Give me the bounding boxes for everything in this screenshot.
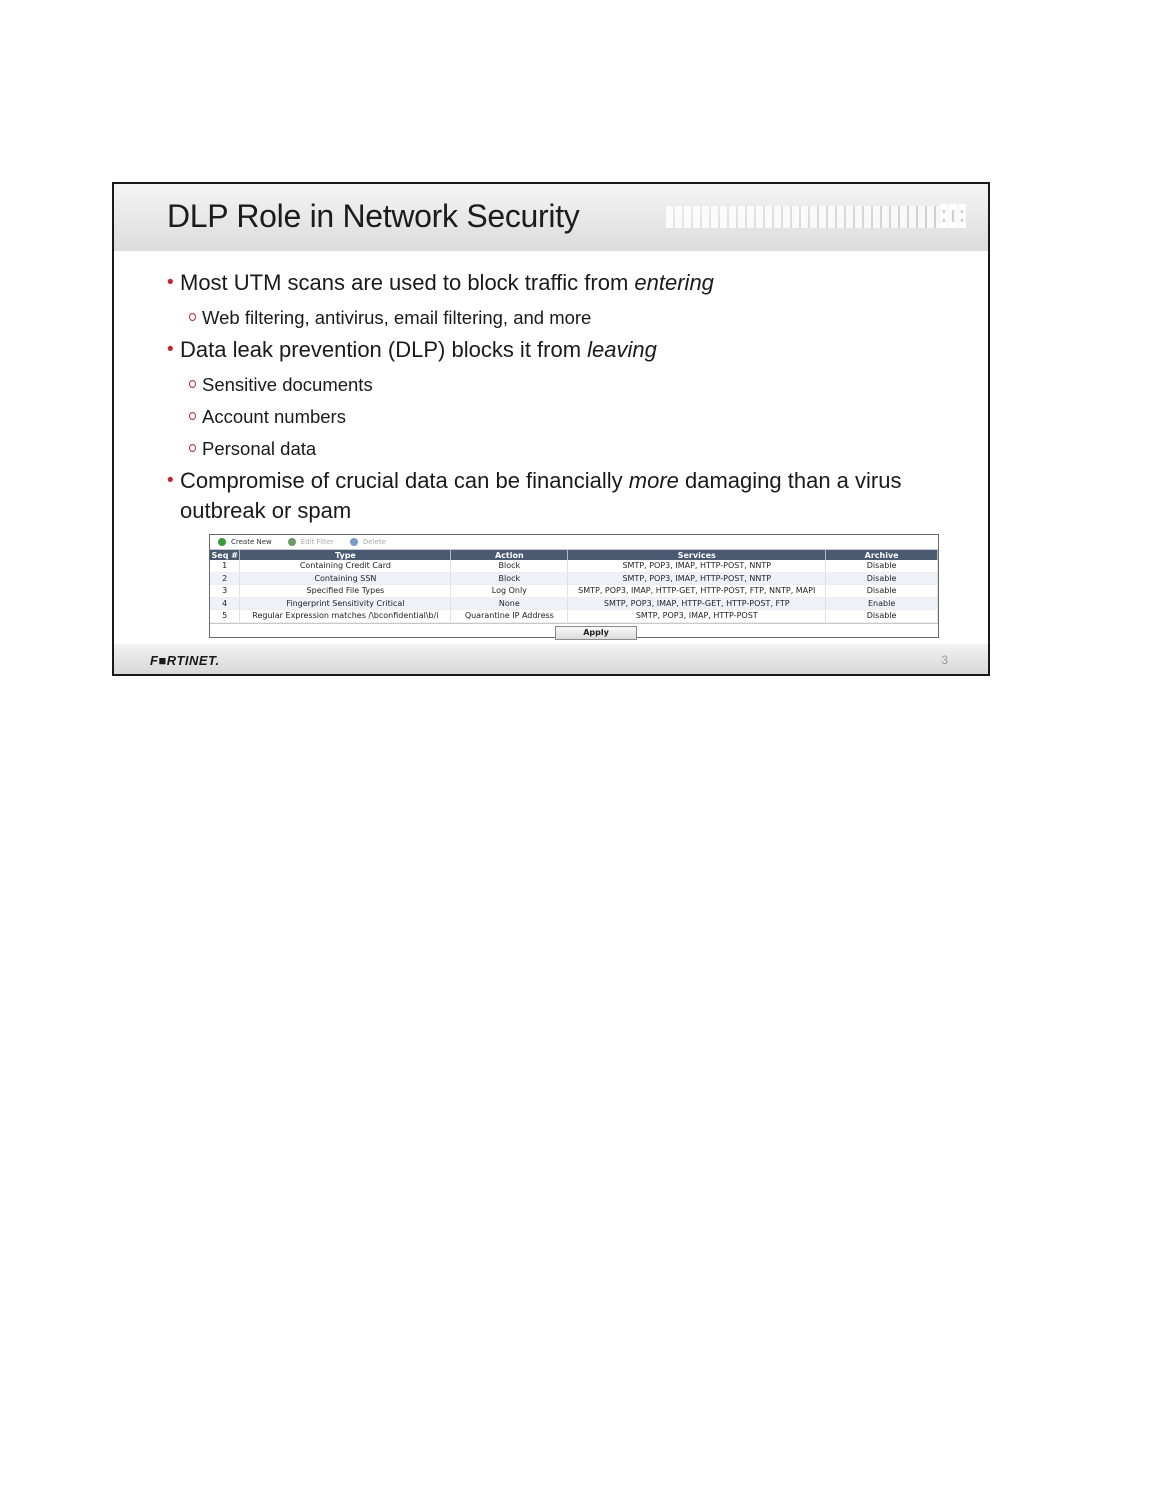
edit-icon (288, 538, 296, 546)
plus-icon (218, 538, 226, 546)
table-cell: 3 (210, 585, 240, 598)
edit-filter-button[interactable] (288, 538, 334, 546)
column-header[interactable]: Action (451, 550, 568, 560)
table-row[interactable] (210, 572, 938, 585)
bullet-list (167, 268, 948, 531)
table-row[interactable] (210, 560, 938, 572)
bullet-item (167, 466, 948, 526)
sub-bullet-ring-icon (189, 412, 196, 420)
table-cell: Containing SSN (240, 572, 451, 585)
bullet-text: entering (634, 270, 714, 295)
sub-bullet-item (167, 402, 948, 432)
table-cell: SMTP, POP3, IMAP, HTTP-POST, NNTP (568, 572, 826, 585)
slide (112, 182, 990, 676)
create-new-button[interactable] (218, 538, 272, 546)
table-cell: None (451, 597, 568, 610)
sub-bullet-text: Web filtering, antivirus, email filtering, and more (202, 307, 592, 328)
trash-icon (350, 538, 358, 546)
bullet-text: Data leak prevention (DLP) blocks it from (180, 337, 588, 362)
table-cell: Disable (826, 560, 938, 572)
slide-footer (114, 644, 988, 674)
sub-bullet-item (167, 303, 948, 333)
bullet-dot-icon: • (167, 339, 174, 360)
table-cell: 5 (210, 610, 240, 623)
bullet-text: Most UTM scans are used to block traffic from (180, 270, 635, 295)
sub-bullet-item (167, 370, 948, 400)
slide-title: DLP Role in Network Security (167, 198, 580, 234)
table-cell: SMTP, POP3, IMAP, HTTP-POST, NNTP (568, 560, 826, 572)
table-cell: Regular Expression matches /\bconfidential\b/i (240, 610, 451, 623)
column-header[interactable]: Services (568, 550, 826, 560)
bullet-text: damaging than a virus outbreak or spam (180, 468, 902, 523)
bullet-dot-icon: • (167, 470, 174, 491)
bullet-text: more (628, 468, 679, 493)
sub-bullet-ring-icon (189, 313, 196, 321)
table-cell: Disable (826, 585, 938, 598)
table-cell: 2 (210, 572, 240, 585)
table-cell: Quarantine IP Address (451, 610, 568, 623)
title-bar (114, 184, 988, 251)
bullet-item (167, 268, 948, 298)
apply-button[interactable]: Apply (555, 626, 637, 640)
sub-bullet-text: Account numbers (202, 406, 346, 427)
fortinet-logo-icon (940, 204, 966, 228)
sub-bullet-item (167, 434, 948, 464)
table-row[interactable] (210, 610, 938, 623)
decorative-dot-pattern (666, 206, 966, 228)
table-cell: Containing Credit Card (240, 560, 451, 572)
toolbar-label: Edit Filter (300, 538, 334, 546)
sub-bullet-text: Personal data (202, 438, 317, 459)
table-cell: Fingerprint Sensitivity Critical (240, 597, 451, 610)
fortinet-wordmark: F■RTINET. (150, 653, 220, 668)
bullet-text: Compromise of crucial data can be financially (180, 468, 629, 493)
toolbar-label: Create New (231, 538, 272, 546)
table-cell: Log Only (451, 585, 568, 598)
dlp-rules-table (210, 550, 938, 623)
toolbar-label: Delete (362, 538, 386, 546)
table-cell: 1 (210, 560, 240, 572)
bullet-text: leaving (587, 337, 657, 362)
table-cell: Disable (826, 572, 938, 585)
table-cell: 4 (210, 597, 240, 610)
screenshot-toolbar (210, 535, 938, 550)
table-row[interactable] (210, 585, 938, 598)
sub-bullet-ring-icon (189, 380, 196, 388)
page-number: 3 (941, 653, 948, 667)
table-header-row (210, 550, 938, 560)
dlp-rule-list-screenshot (209, 534, 939, 638)
apply-row (210, 623, 938, 641)
column-header[interactable]: Type (240, 550, 451, 560)
table-cell: Block (451, 560, 568, 572)
table-cell: Enable (826, 597, 938, 610)
table-row[interactable] (210, 597, 938, 610)
table-cell: SMTP, POP3, IMAP, HTTP-GET, HTTP-POST, FTP, NNTP, MAPI (568, 585, 826, 598)
delete-button[interactable] (350, 538, 386, 546)
table-cell: SMTP, POP3, IMAP, HTTP-GET, HTTP-POST, FTP (568, 597, 826, 610)
bullet-dot-icon: • (167, 272, 174, 293)
sub-bullet-text: Sensitive documents (202, 374, 373, 395)
table-cell: Block (451, 572, 568, 585)
column-header[interactable]: Seq # (210, 550, 240, 560)
bullet-item (167, 335, 948, 365)
table-cell: SMTP, POP3, IMAP, HTTP-POST (568, 610, 826, 623)
table-cell: Specified File Types (240, 585, 451, 598)
column-header[interactable]: Archive (826, 550, 938, 560)
table-cell: Disable (826, 610, 938, 623)
sub-bullet-ring-icon (189, 444, 196, 452)
